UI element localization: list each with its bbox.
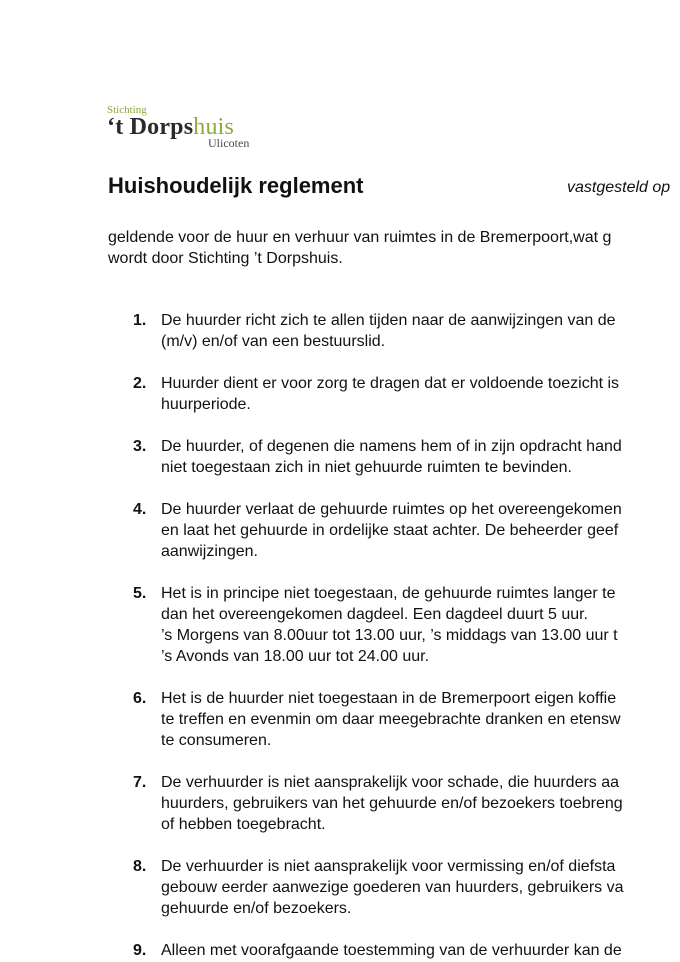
rule-number: 3. [133,438,147,455]
logo-main-part2: huis [193,114,235,140]
intro-line: geldende voor de huur en verhuur van ruimtes in de Bremerpoort,wat g [108,229,612,246]
logo-main-part1: ‘t Dorps [107,114,194,140]
rule-number: 7. [133,774,147,791]
rule-text-line: huurperiode. [161,396,251,413]
rule-text-line: De verhuurder is niet aansprakelijk voor schade, die huurders aa [161,774,620,791]
rule-text-line: Het is de huurder niet toegestaan in de Bremerpoort eigen koffie [161,690,617,707]
rule-text-line: of hebben toegebracht. [161,816,326,833]
rule-text [161,940,622,961]
rule-text [161,772,623,835]
rule-text-line: niet toegestaan zich in niet gehuurde ruimten te bevinden. [161,459,572,476]
rule-text-line: De huurder richt zich te allen tijden naar de aanwijzingen van de [161,312,616,329]
logo-sub-text: Ulicoten [208,136,250,150]
rule-number: 5. [133,585,147,602]
rule-text-line: dan het overeengekomen dagdeel. Een dagdeel duurt 5 uur. [161,606,588,623]
rule-text-line: Het is in principe niet toegestaan, de gehuurde ruimtes langer te [161,585,616,602]
rule-text-line: Alleen met voorafgaande toestemming van de verhuurder kan de [161,942,622,959]
rule-text-line: ’s Avonds van 18.00 uur tot 24.00 uur. [161,648,430,665]
rule-text [161,499,622,562]
rule-text-line: (m/v) en/of van een bestuurslid. [161,333,386,350]
rule-text-line: De huurder, of degenen die namens hem of in zijn opdracht hand [161,438,622,455]
document-date-label: vastgesteld op [567,179,671,196]
rule-text-line: te treffen en evenmin om daar meegebrachte dranken en etensw [161,711,621,728]
rule-number: 4. [133,501,147,518]
rule-text [161,310,616,352]
logo-small-text: Stichting [107,104,147,116]
rule-text [161,688,621,751]
rule-text [161,436,622,478]
rule-text-line: De huurder verlaat de gehuurde ruimtes op het overeengekomen [161,501,622,518]
rule-text-line: De verhuurder is niet aansprakelijk voor vermissing en/of diefsta [161,858,616,875]
rule-number: 8. [133,858,147,875]
rule-text-line: huurders, gebruikers van het gehuurde en/of bezoekers toebreng [161,795,623,812]
rule-number: 6. [133,690,147,707]
rule-text [161,373,619,415]
rule-text-line: ’s Morgens van 8.00uur tot 13.00 uur, ’s middags van 13.00 uur t [161,627,618,644]
rule-number: 9. [133,942,147,959]
rule-number: 1. [133,312,147,329]
rule-text-line: te consumeren. [161,732,272,749]
rule-number: 2. [133,375,147,392]
rule-text-line: en laat het gehuurde in ordelijke staat achter. De beheerder geef [161,522,619,539]
rule-text-line: Huurder dient er voor zorg te dragen dat er voldoende toezicht is [161,375,620,392]
rule-text [161,856,624,919]
intro-line: wordt door Stichting ’t Dorpshuis. [108,250,343,267]
document-title: Huishoudelijk reglement [108,173,364,198]
rule-text-line: gehuurde en/of bezoekers. [161,900,352,917]
rule-text-line: gebouw eerder aanwezige goederen van huurders, gebruikers va [161,879,624,896]
rule-text [161,583,618,667]
rule-text-line: aanwijzingen. [161,543,258,560]
